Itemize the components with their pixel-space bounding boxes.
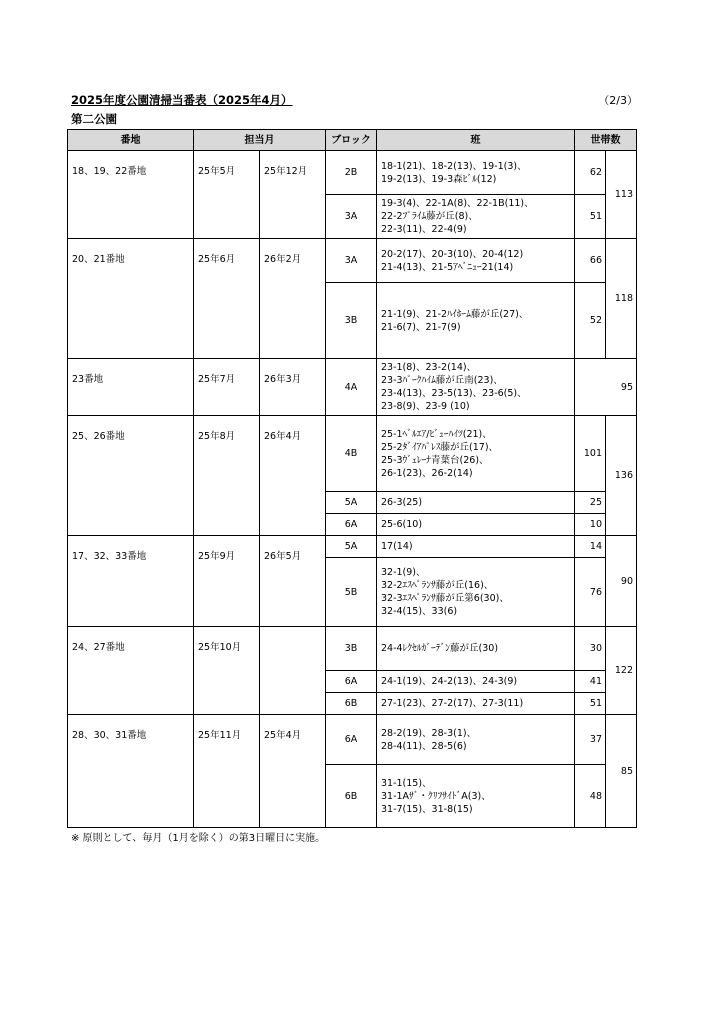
household-total-cell: 118: [606, 239, 637, 359]
table-header-row: [68, 130, 637, 151]
han-line: 32-2ｴｽﾍﾟﾗﾝｻ藤が丘(16)、: [381, 580, 494, 591]
block-cell: 5A: [326, 536, 377, 558]
han-cell: [377, 151, 575, 195]
han-cell: [377, 671, 575, 693]
household-count-cell: 48: [575, 765, 606, 828]
household-count-cell: [575, 359, 606, 416]
table-row: [68, 359, 637, 416]
han-line: 26-1(23)、26-2(14): [381, 467, 473, 479]
han-line: 32-1(9)、: [381, 567, 426, 578]
block-cell: 6A: [326, 671, 377, 693]
household-count-cell: 41: [575, 671, 606, 693]
han-line: 27-1(23)、27-2(17)、27-3(11): [381, 698, 524, 709]
table-row: [68, 536, 637, 558]
han-line: 32-3ｴｽﾍﾟﾗﾝｻ藤が丘第6(30)、: [381, 593, 509, 604]
han-line: 17(14): [381, 541, 413, 552]
han-line: 31-1Aｻﾞ・ｸﾘﾌｻｲﾄﾞA(3)、: [381, 790, 491, 802]
area-cell: 25、26番地: [68, 416, 194, 536]
household-count-cell: 30: [575, 627, 606, 671]
month-second-cell: 26年3月: [260, 359, 326, 416]
han-line: 19-3(4)、22-1A(8)、22-1B(11)、: [381, 198, 534, 209]
han-cell: [377, 536, 575, 558]
han-cell: [377, 514, 575, 536]
block-cell: 3B: [326, 627, 377, 671]
household-count-cell: 10: [575, 514, 606, 536]
han-line: 22-2ﾌﾟﾗｲﾑ藤が丘(8)、: [381, 211, 478, 222]
header-month: 担当月: [194, 130, 326, 151]
household-count-cell: 62: [575, 151, 606, 195]
month-first-cell: 25年9月: [194, 536, 260, 627]
han-line: 24-4ﾚｸｾﾙｶﾞｰﾃﾞﾝ藤が丘(30): [381, 643, 499, 654]
han-cell: [377, 239, 575, 283]
household-count-cell: 37: [575, 715, 606, 765]
block-cell: 4B: [326, 416, 377, 492]
park-name: 第二公園: [71, 112, 117, 126]
month-first-cell: 25年5月: [194, 151, 260, 239]
household-count-cell: 66: [575, 239, 606, 283]
han-line: 31-7(15)、31-8(15): [381, 803, 473, 815]
han-line: 28-2(19)、28-3(1)、: [381, 727, 477, 739]
table-body: [68, 151, 637, 828]
han-line: 26-3(25): [381, 497, 423, 508]
area-cell: 20、21番地: [68, 239, 194, 359]
han-cell: [377, 693, 575, 715]
month-first-cell: 25年6月: [194, 239, 260, 359]
month-first-cell: 25年10月: [194, 627, 260, 715]
household-count-cell: 51: [575, 693, 606, 715]
block-cell: 3A: [326, 195, 377, 239]
han-cell: [377, 715, 575, 765]
household-total-cell: 113: [606, 151, 637, 239]
page-title: 2025年度公園清掃当番表（2025年4月）: [71, 93, 293, 107]
block-cell: 5A: [326, 492, 377, 514]
footnote: ※ 原則として、毎月（1月を除く）の第3日曜日に実施。: [71, 833, 326, 844]
household-total-cell: 122: [606, 627, 637, 715]
header-area: 番地: [68, 130, 194, 151]
han-line: 23-8(9)、23-9 (10): [381, 401, 470, 412]
household-total-cell: 95: [606, 359, 637, 416]
month-second-cell: 25年4月: [260, 715, 326, 828]
table-row: [68, 627, 637, 671]
table-row: [68, 239, 637, 283]
han-cell: [377, 359, 575, 416]
month-second-cell: 26年4月: [260, 416, 326, 536]
han-line: 31-1(15)、: [381, 777, 432, 789]
area-cell: 18、19、22番地: [68, 151, 194, 239]
han-line: 21-1(9)、21-2ﾊｲﾎｰﾑ藤が丘(27)、: [381, 308, 529, 320]
han-line: 21-6(7)、21-7(9): [381, 321, 461, 333]
block-cell: 6B: [326, 693, 377, 715]
block-cell: 2B: [326, 151, 377, 195]
area-cell: 24、27番地: [68, 627, 194, 715]
han-line: 19-2(13)、19-3森ﾋﾞﾙ(12): [381, 173, 497, 185]
han-cell: [377, 492, 575, 514]
header-block: ブロック: [326, 130, 377, 151]
han-cell: [377, 195, 575, 239]
area-cell: 23番地: [68, 359, 194, 416]
han-cell: [377, 627, 575, 671]
han-line: 23-1(8)、23-2(14)、: [381, 362, 477, 373]
household-total-cell: 85: [606, 715, 637, 828]
page-number: （2/3）: [598, 94, 638, 107]
household-count-cell: 14: [575, 536, 606, 558]
month-second-cell: 26年5月: [260, 536, 326, 627]
household-total-cell: 90: [606, 536, 637, 627]
han-line: 28-4(11)、28-5(6): [381, 740, 467, 752]
area-cell: 28、30、31番地: [68, 715, 194, 828]
household-total-cell: 136: [606, 416, 637, 536]
han-line: 25-6(10): [381, 519, 423, 530]
han-cell: [377, 765, 575, 828]
han-cell: [377, 558, 575, 627]
han-cell: [377, 416, 575, 492]
area-cell: 17、32、33番地: [68, 536, 194, 627]
schedule-table: [67, 129, 637, 828]
household-count-cell: 101: [575, 416, 606, 492]
block-cell: 6A: [326, 514, 377, 536]
block-cell: 3B: [326, 283, 377, 359]
header-households: 世帯数: [575, 130, 637, 151]
block-cell: 6A: [326, 715, 377, 765]
month-first-cell: 25年8月: [194, 416, 260, 536]
block-cell: 4A: [326, 359, 377, 416]
han-line: 22-3(11)、22-4(9): [381, 224, 467, 235]
han-cell: [377, 283, 575, 359]
han-line: 24-1(19)、24-2(13)、24-3(9): [381, 676, 518, 687]
block-cell: 6B: [326, 765, 377, 828]
block-cell: 5B: [326, 558, 377, 627]
han-line: 23-3ﾊﾟｰｸﾊｲﾑ藤が丘南(23)、: [381, 375, 503, 386]
household-count-cell: 52: [575, 283, 606, 359]
month-second-cell: 25年12月: [260, 151, 326, 239]
han-line: 21-4(13)、21-5ｱﾍﾞﾆｭｰ21(14): [381, 261, 514, 273]
han-line: 23-4(13)、23-5(13)、23-6(5)、: [381, 388, 527, 399]
household-count-cell: 76: [575, 558, 606, 627]
header-han: 班: [377, 130, 575, 151]
month-first-cell: 25年7月: [194, 359, 260, 416]
han-line: 25-2ﾀﾞｲｱﾊﾟﾚｽ藤が丘(17)、: [381, 441, 499, 453]
household-count-cell: 51: [575, 195, 606, 239]
household-count-cell: 25: [575, 492, 606, 514]
month-first-cell: 25年11月: [194, 715, 260, 828]
han-line: 32-4(15)、33(6): [381, 606, 458, 617]
han-line: 20-2(17)、20-3(10)、20-4(12): [381, 248, 524, 260]
month-second-cell: [260, 627, 326, 715]
table-row: [68, 416, 637, 492]
han-line: 25-1ﾍﾞﾙｴｱ/ﾋﾞｭｰﾊｲﾂ(21)、: [381, 428, 492, 440]
han-line: 18-1(21)、18-2(13)、19-1(3)、: [381, 160, 527, 172]
month-second-cell: 26年2月: [260, 239, 326, 359]
block-cell: 3A: [326, 239, 377, 283]
han-line: 25-3ｳﾞｪﾚｰﾅ青葉台(26)、: [381, 454, 489, 466]
table-row: [68, 715, 637, 765]
table-row: [68, 151, 637, 195]
